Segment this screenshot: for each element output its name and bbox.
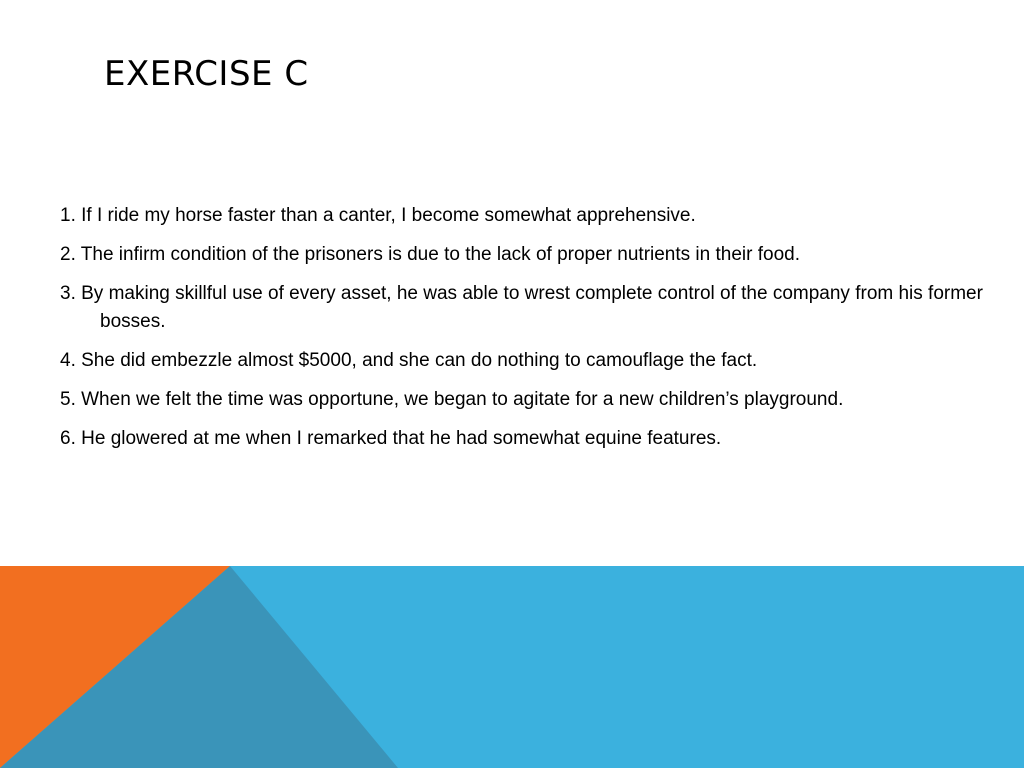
- list-item: 5. When we felt the time was opportune, we began to agitate for a new children’s playground.: [60, 389, 844, 410]
- list-item: 1. If I ride my horse faster than a canter, I become somewhat apprehensive.: [60, 205, 696, 226]
- list-item: 4. She did embezzle almost $5000, and she can do nothing to camouflage the fact.: [60, 350, 758, 371]
- list-item: 6. He glowered at me when I remarked that he had somewhat equine features.: [60, 428, 722, 449]
- list-item: 3. By making skillful use of every asset, he was able to wrest complete control of the company from his former bosses.: [60, 283, 983, 332]
- footer-band-graphic: [0, 566, 1024, 768]
- slide-title: EXERCISE C: [104, 54, 309, 94]
- list-item: 2. The infirm condition of the prisoners is due to the lack of proper nutrients in their food.: [60, 244, 800, 265]
- decorative-footer-band: [0, 566, 1024, 768]
- exercise-list: [60, 202, 1000, 464]
